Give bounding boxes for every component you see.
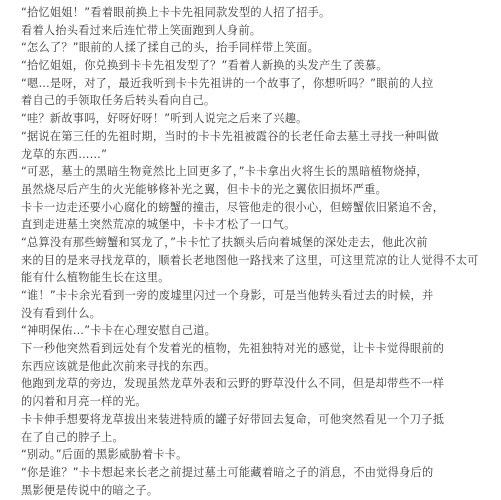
paragraph bbox=[21, 110, 483, 128]
paragraph bbox=[21, 287, 483, 322]
text-line: “别动。”后面的黑影威胁着卡卡。 bbox=[21, 448, 188, 462]
text-line: 虽然烧尽后产生的火光能够修补光之翼，但卡卡的光之翼依旧损坏严重。 bbox=[21, 182, 388, 196]
text-line: “拾忆姐姐！”看着眼前换上卡卡先祖同款发型的人招了招手。 bbox=[21, 6, 331, 19]
text-line: “谁！”卡卡余光看到一旁的废墟里闪过一个身影，可是当他转头看过去的时候，并 bbox=[21, 289, 434, 302]
paragraph bbox=[21, 4, 483, 22]
paragraph bbox=[21, 163, 483, 198]
text-line: “拾忆姐姐，你兑换到卡卡先祖发型了？”看着人新换的头发产生了羡慕。 bbox=[21, 59, 388, 73]
text-line: 的闪着和月亮一样的光。 bbox=[21, 395, 147, 409]
paragraph bbox=[21, 411, 483, 446]
text-line: “神明保佑…”卡卡在心理安慰自己道。 bbox=[21, 324, 217, 338]
paragraph bbox=[21, 199, 483, 234]
paragraph bbox=[21, 375, 483, 410]
text-line: 在了自己的脖子上。 bbox=[21, 430, 124, 444]
text-line: “总算没有那些螃蟹和冥龙了，”卡卡忙了扶额头后向着城堡的深处走去，他此次前 bbox=[21, 235, 428, 249]
text-line: 龙草的东西……” bbox=[21, 147, 108, 161]
text-line: 他跑到龙草的旁边，发现虽然龙草外表和云野的野草没什么不同，但是却带些不一样 bbox=[21, 377, 445, 391]
paragraph bbox=[21, 22, 483, 40]
text-line: 黑影便是传说中的暗之子。 bbox=[21, 483, 159, 497]
paragraph bbox=[21, 340, 483, 375]
paragraph bbox=[21, 128, 483, 163]
text-line: 东西应该就是他此次前来寻找的东西。 bbox=[21, 359, 216, 373]
paragraph bbox=[21, 234, 483, 287]
text-line: 能有什么植物能生长在这里。 bbox=[21, 271, 170, 285]
text-line: “你是谁？”卡卡想起来长老之前提过墓土可能藏着暗之子的消息，不由觉得身后的 bbox=[21, 465, 434, 479]
text-line: 卡卡一边走还要小心腐化的螃蟹的撞击，尽管他走的很小心，但螃蟹依旧紧追不舍， bbox=[21, 200, 445, 214]
text-line: 下一秒他突然看到远处有个发着光的植物，先祖独特对光的感觉，让卡卡觉得眼前的 bbox=[21, 342, 445, 356]
paragraph bbox=[21, 75, 483, 110]
story-text bbox=[21, 4, 483, 499]
text-line: 看着人抬头看过来后连忙带上笑面跑到人身前。 bbox=[21, 23, 262, 37]
text-line: 直到走进墓土突然荒凉的城堡中，卡卡才松了一口气。 bbox=[21, 218, 296, 232]
paragraph bbox=[21, 39, 483, 57]
text-line: 来的目的是来寻找龙草的，顺着长老地图他一路找来了这里，可这里荒凉的让人觉得不太可 bbox=[21, 253, 479, 267]
paragraph bbox=[21, 464, 483, 499]
text-line: 没有看到什么。 bbox=[21, 306, 102, 320]
paragraph bbox=[21, 57, 483, 75]
text-line: “哇？新故事吗，好呀好呀！”听到人说完之后来了兴趣。 bbox=[21, 112, 308, 126]
text-line: “怎么了？”眼前的人揉了揉自己的头，抬手同样带上笑面。 bbox=[21, 41, 320, 55]
text-line: “据说在第三任的先祖时期，当时的卡卡先祖被霞谷的长老任命去墓土寻找一种叫做 bbox=[21, 129, 439, 143]
text-line: 着自己的手领取任务后转头看向自己。 bbox=[21, 94, 216, 108]
text-line: 卡卡伸手想要将龙草拔出来装进特质的罐子好带回去复命，可他突然看见一个刀子抵 bbox=[21, 412, 445, 426]
paragraph bbox=[21, 322, 483, 340]
text-line: “嗯…是呀，对了，最近我听到卡卡先祖讲的一个故事了，你想听吗？”眼前的人拉 bbox=[21, 76, 434, 90]
paragraph bbox=[21, 446, 483, 464]
text-line: “可恶，墓土的黑暗生物竟然比上回更多了，”卡卡拿出火将生长的黑暗植物烧掉， bbox=[21, 165, 428, 179]
